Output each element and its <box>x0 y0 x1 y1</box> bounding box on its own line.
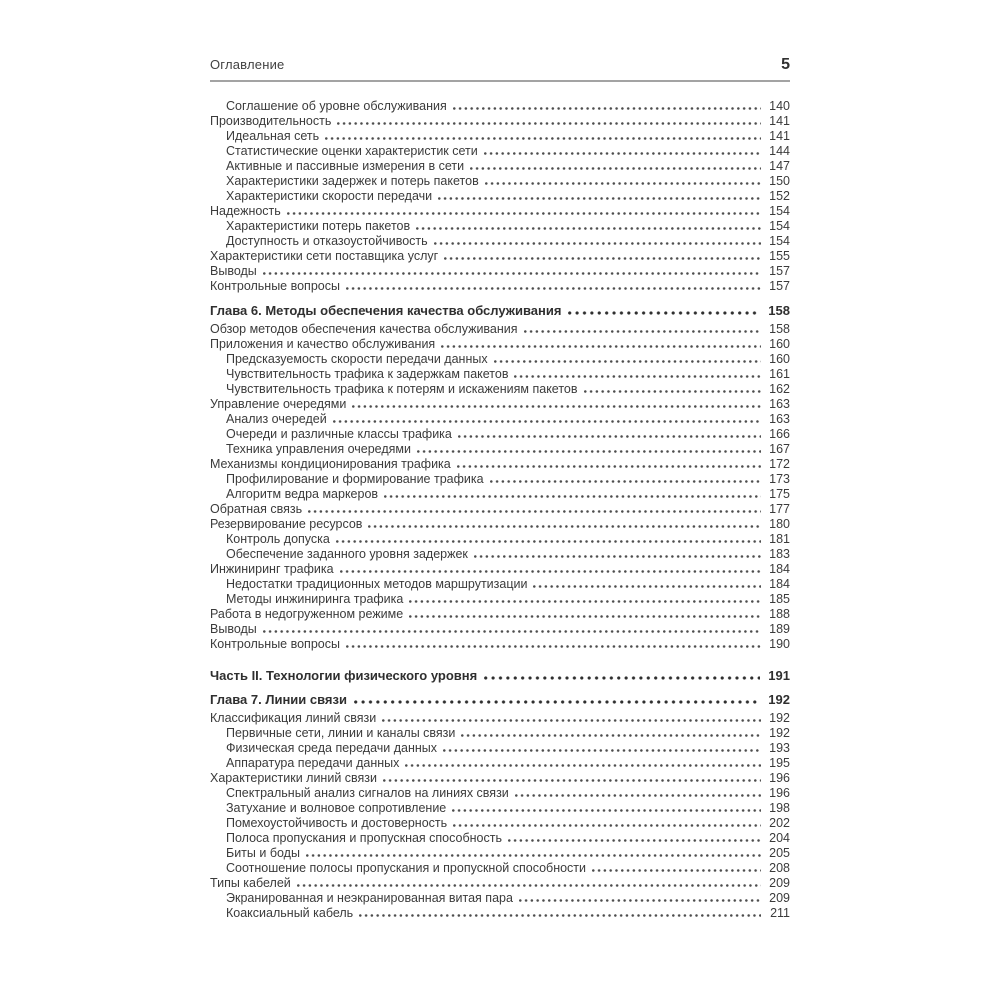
toc-entry-page: 198 <box>769 801 790 815</box>
toc-entry-page: 154 <box>769 234 790 248</box>
toc-entry <box>210 532 790 547</box>
toc-entry-page: 167 <box>769 442 790 456</box>
toc-entry <box>210 189 790 204</box>
toc-entry-page: 185 <box>769 592 790 606</box>
dot-leader <box>461 734 761 737</box>
toc-entry <box>210 99 790 114</box>
toc-entry-page: 175 <box>769 487 790 501</box>
toc-entry-page: 158 <box>768 303 790 318</box>
dot-leader <box>584 390 761 393</box>
toc-entry-title: Очереди и различные классы трафика <box>226 427 452 441</box>
toc-entry-title: Техника управления очередями <box>226 442 411 456</box>
dot-leader <box>514 375 761 378</box>
dot-leader <box>405 764 761 767</box>
toc-entry <box>210 427 790 442</box>
toc-entry-title: Управление очередями <box>210 397 347 411</box>
toc-chapter-heading <box>210 303 790 318</box>
toc-entry <box>210 607 790 622</box>
toc-entry <box>210 786 790 801</box>
toc-entry-page: 180 <box>769 517 790 531</box>
toc-entry-page: 209 <box>769 891 790 905</box>
dot-leader <box>287 212 761 215</box>
page-number: 5 <box>781 56 790 73</box>
toc-entry-title: Обзор методов обеспечения качества обслуживания <box>210 322 518 336</box>
toc-entry-page: 155 <box>769 249 790 263</box>
toc-entry-title: Профилирование и формирование трафика <box>226 472 484 486</box>
toc-entry <box>210 397 790 412</box>
dot-leader <box>382 719 761 722</box>
toc-entry <box>210 801 790 816</box>
dot-leader <box>336 540 761 543</box>
toc-entry-page: 184 <box>769 562 790 576</box>
dot-leader <box>485 182 761 185</box>
dot-leader <box>333 420 761 423</box>
dot-leader <box>452 809 761 812</box>
toc-entry-title: Глава 6. Методы обеспечения качества обслуживания <box>210 303 562 318</box>
dot-leader <box>297 884 761 887</box>
dot-leader <box>457 465 761 468</box>
toc-entry-title: Инжиниринг трафика <box>210 562 334 576</box>
toc-entry-page: 189 <box>769 622 790 636</box>
toc-entry-title: Чувствительность трафика к задержкам пакетов <box>226 367 509 381</box>
dot-leader <box>340 570 761 573</box>
dot-leader <box>494 360 761 363</box>
toc-entry-title: Надежность <box>210 204 281 218</box>
toc-entry-title: Выводы <box>210 264 257 278</box>
toc-entry <box>210 517 790 532</box>
toc-entry-title: Аппаратура передачи данных <box>226 756 400 770</box>
toc-entry <box>210 816 790 831</box>
dot-leader <box>354 700 760 704</box>
toc-entry-title: Биты и боды <box>226 846 300 860</box>
toc-entry <box>210 279 790 294</box>
toc-entry-page: 183 <box>769 547 790 561</box>
toc-entry <box>210 412 790 427</box>
toc-entry <box>210 219 790 234</box>
toc-entry <box>210 502 790 517</box>
dot-leader <box>592 869 761 872</box>
dot-leader <box>352 405 761 408</box>
toc-entry <box>210 577 790 592</box>
toc-entry-title: Помехоустойчивость и достоверность <box>226 816 448 830</box>
toc-entry-title: Характеристики задержек и потерь пакетов <box>226 174 479 188</box>
toc-entry-page: 181 <box>769 532 790 546</box>
toc-entry-title: Соотношение полосы пропускания и пропускной способности <box>226 861 587 875</box>
toc-entry <box>210 367 790 382</box>
toc-entry <box>210 322 790 337</box>
toc-entry <box>210 472 790 487</box>
dot-leader <box>325 137 761 140</box>
toc-entry-page: 192 <box>769 711 790 725</box>
dot-leader <box>409 615 761 618</box>
toc-entry <box>210 249 790 264</box>
toc-entry <box>210 622 790 637</box>
toc-entry <box>210 264 790 279</box>
toc-entry <box>210 337 790 352</box>
toc-entry-title: Производительность <box>210 114 332 128</box>
toc-entry-title: Глава 7. Линии связи <box>210 692 347 707</box>
dot-leader <box>490 480 761 483</box>
toc-entry-page: 177 <box>769 502 790 516</box>
toc-entry-title: Методы инжиниринга трафика <box>226 592 404 606</box>
dot-leader <box>263 272 761 275</box>
toc-entry-title: Характеристики сети поставщика услуг <box>210 249 439 263</box>
dot-leader <box>359 914 761 917</box>
dot-leader <box>346 645 761 648</box>
toc-entry-page: 163 <box>769 412 790 426</box>
toc-entry-title: Характеристики потерь пакетов <box>226 219 411 233</box>
toc-entry-title: Классификация линий связи <box>210 711 377 725</box>
toc-entry-title: Контроль допуска <box>226 532 330 546</box>
toc-entry-title: Типы кабелей <box>210 876 291 890</box>
toc-entry <box>210 382 790 397</box>
toc-entry-title: Затухание и волновое сопротивление <box>226 801 447 815</box>
dot-leader <box>383 779 761 782</box>
toc-entry <box>210 562 790 577</box>
running-title: Оглавление <box>210 57 285 72</box>
dot-leader <box>444 257 761 260</box>
toc-entry-title: Приложения и качество обслуживания <box>210 337 436 351</box>
toc-entry <box>210 547 790 562</box>
toc-entry <box>210 831 790 846</box>
toc-entry <box>210 234 790 249</box>
toc-entry-title: Характеристики линий связи <box>210 771 378 785</box>
toc-entry-page: 160 <box>769 337 790 351</box>
toc-entry-title: Предсказуемость скорости передачи данных <box>226 352 488 366</box>
table-of-contents <box>210 99 790 921</box>
toc-entry <box>210 906 790 921</box>
toc-entry-page: 188 <box>769 607 790 621</box>
toc-entry-page: 193 <box>769 741 790 755</box>
toc-entry-title: Экранированная и неэкранированная витая пара <box>226 891 513 905</box>
toc-entry-page: 173 <box>769 472 790 486</box>
toc-entry-title: Механизмы кондиционирования трафика <box>210 457 451 471</box>
dot-leader <box>484 152 761 155</box>
toc-entry <box>210 592 790 607</box>
dot-leader <box>508 839 761 842</box>
toc-entry-page: 161 <box>769 367 790 381</box>
toc-entry-page: 140 <box>769 99 790 113</box>
toc-entry-page: 162 <box>769 382 790 396</box>
toc-entry-title: Характеристики скорости передачи <box>226 189 433 203</box>
toc-entry <box>210 114 790 129</box>
toc-entry-page: 141 <box>769 114 790 128</box>
dot-leader <box>453 824 761 827</box>
dot-leader <box>568 311 760 315</box>
toc-entry-page: 192 <box>769 726 790 740</box>
toc-entry-title: Идеальная сеть <box>226 129 320 143</box>
toc-entry-title: Обратная связь <box>210 502 303 516</box>
toc-entry-title: Полоса пропускания и пропускная способность <box>226 831 502 845</box>
toc-entry-title: Статистические оценки характеристик сети <box>226 144 478 158</box>
toc-entry <box>210 637 790 652</box>
dot-leader <box>368 525 761 528</box>
toc-entry <box>210 741 790 756</box>
toc-entry-page: 191 <box>768 668 790 683</box>
toc-chapter-heading <box>210 692 790 707</box>
toc-entry <box>210 711 790 726</box>
toc-entry-page: 195 <box>769 756 790 770</box>
toc-entry-title: Соглашение об уровне обслуживания <box>226 99 447 113</box>
toc-entry <box>210 846 790 861</box>
toc-entry-title: Чувствительность трафика к потерям и искажениям пакетов <box>226 382 578 396</box>
toc-entry-page: 204 <box>769 831 790 845</box>
toc-entry-title: Алгоритм ведра маркеров <box>226 487 379 501</box>
toc-entry <box>210 352 790 367</box>
toc-entry-page: 158 <box>769 322 790 336</box>
toc-entry-title: Выводы <box>210 622 257 636</box>
dot-leader <box>515 794 761 797</box>
toc-entry-page: 147 <box>769 159 790 173</box>
dot-leader <box>416 227 761 230</box>
toc-entry-title: Обеспечение заданного уровня задержек <box>226 547 468 561</box>
toc-entry-title: Активные и пассивные измерения в сети <box>226 159 465 173</box>
dot-leader <box>409 600 761 603</box>
toc-entry-page: 196 <box>769 786 790 800</box>
toc-entry-title: Физическая среда передачи данных <box>226 741 438 755</box>
toc-entry-page: 184 <box>769 577 790 591</box>
toc-entry-page: 152 <box>769 189 790 203</box>
toc-entry-page: 154 <box>769 204 790 218</box>
toc-entry-title: Спектральный анализ сигналов на линиях связи <box>226 786 509 800</box>
toc-entry <box>210 457 790 472</box>
toc-entry-page: 208 <box>769 861 790 875</box>
toc-entry <box>210 726 790 741</box>
toc-entry <box>210 771 790 786</box>
dot-leader <box>524 330 761 333</box>
toc-entry <box>210 861 790 876</box>
toc-entry-page: 144 <box>769 144 790 158</box>
toc-entry-page: 211 <box>770 906 790 920</box>
toc-entry-title: Коаксиальный кабель <box>226 906 354 920</box>
toc-entry <box>210 442 790 457</box>
toc-entry-page: 202 <box>769 816 790 830</box>
dot-leader <box>306 854 761 857</box>
toc-entry-title: Часть II. Технологии физического уровня <box>210 668 478 683</box>
dot-leader <box>384 495 761 498</box>
toc-entry-title: Анализ очередей <box>226 412 327 426</box>
toc-entry <box>210 129 790 144</box>
toc-entry <box>210 876 790 891</box>
toc-entry <box>210 174 790 189</box>
dot-leader <box>470 167 761 170</box>
dot-leader <box>263 630 761 633</box>
toc-entry-title: Контрольные вопросы <box>210 279 340 293</box>
toc-entry-title: Контрольные вопросы <box>210 637 340 651</box>
toc-entry-page: 157 <box>769 279 790 293</box>
toc-entry-title: Резервирование ресурсов <box>210 517 363 531</box>
toc-entry-title: Первичные сети, линии и каналы связи <box>226 726 456 740</box>
dot-leader <box>484 676 760 680</box>
toc-entry-page: 190 <box>769 637 790 651</box>
dot-leader <box>308 510 761 513</box>
dot-leader <box>441 345 761 348</box>
toc-entry-page: 205 <box>769 846 790 860</box>
toc-entry-page: 160 <box>769 352 790 366</box>
dot-leader <box>474 555 761 558</box>
toc-entry-page: 172 <box>769 457 790 471</box>
toc-entry-title: Доступность и отказоустойчивость <box>226 234 428 248</box>
dot-leader <box>443 749 761 752</box>
dot-leader <box>519 899 761 902</box>
toc-entry-page: 166 <box>769 427 790 441</box>
toc-entry-page: 209 <box>769 876 790 890</box>
toc-entry-page: 163 <box>769 397 790 411</box>
toc-entry-page: 196 <box>769 771 790 785</box>
dot-leader <box>337 122 761 125</box>
dot-leader <box>533 585 761 588</box>
toc-entry-page: 150 <box>769 174 790 188</box>
toc-entry <box>210 891 790 906</box>
dot-leader <box>453 107 761 110</box>
dot-leader <box>417 450 761 453</box>
toc-entry <box>210 204 790 219</box>
toc-entry <box>210 487 790 502</box>
dot-leader <box>458 435 761 438</box>
toc-entry <box>210 756 790 771</box>
toc-part-heading <box>210 668 790 683</box>
dot-leader <box>346 287 761 290</box>
toc-entry-page: 141 <box>769 129 790 143</box>
page-header <box>210 56 790 82</box>
toc-entry-page: 157 <box>769 264 790 278</box>
toc-entry-page: 154 <box>769 219 790 233</box>
toc-entry-title: Недостатки традиционных методов маршрутизации <box>226 577 528 591</box>
toc-entry-title: Работа в недогруженном режиме <box>210 607 404 621</box>
toc-entry-page: 192 <box>768 692 790 707</box>
toc-entry <box>210 144 790 159</box>
dot-leader <box>434 242 761 245</box>
dot-leader <box>438 197 761 200</box>
toc-entry <box>210 159 790 174</box>
